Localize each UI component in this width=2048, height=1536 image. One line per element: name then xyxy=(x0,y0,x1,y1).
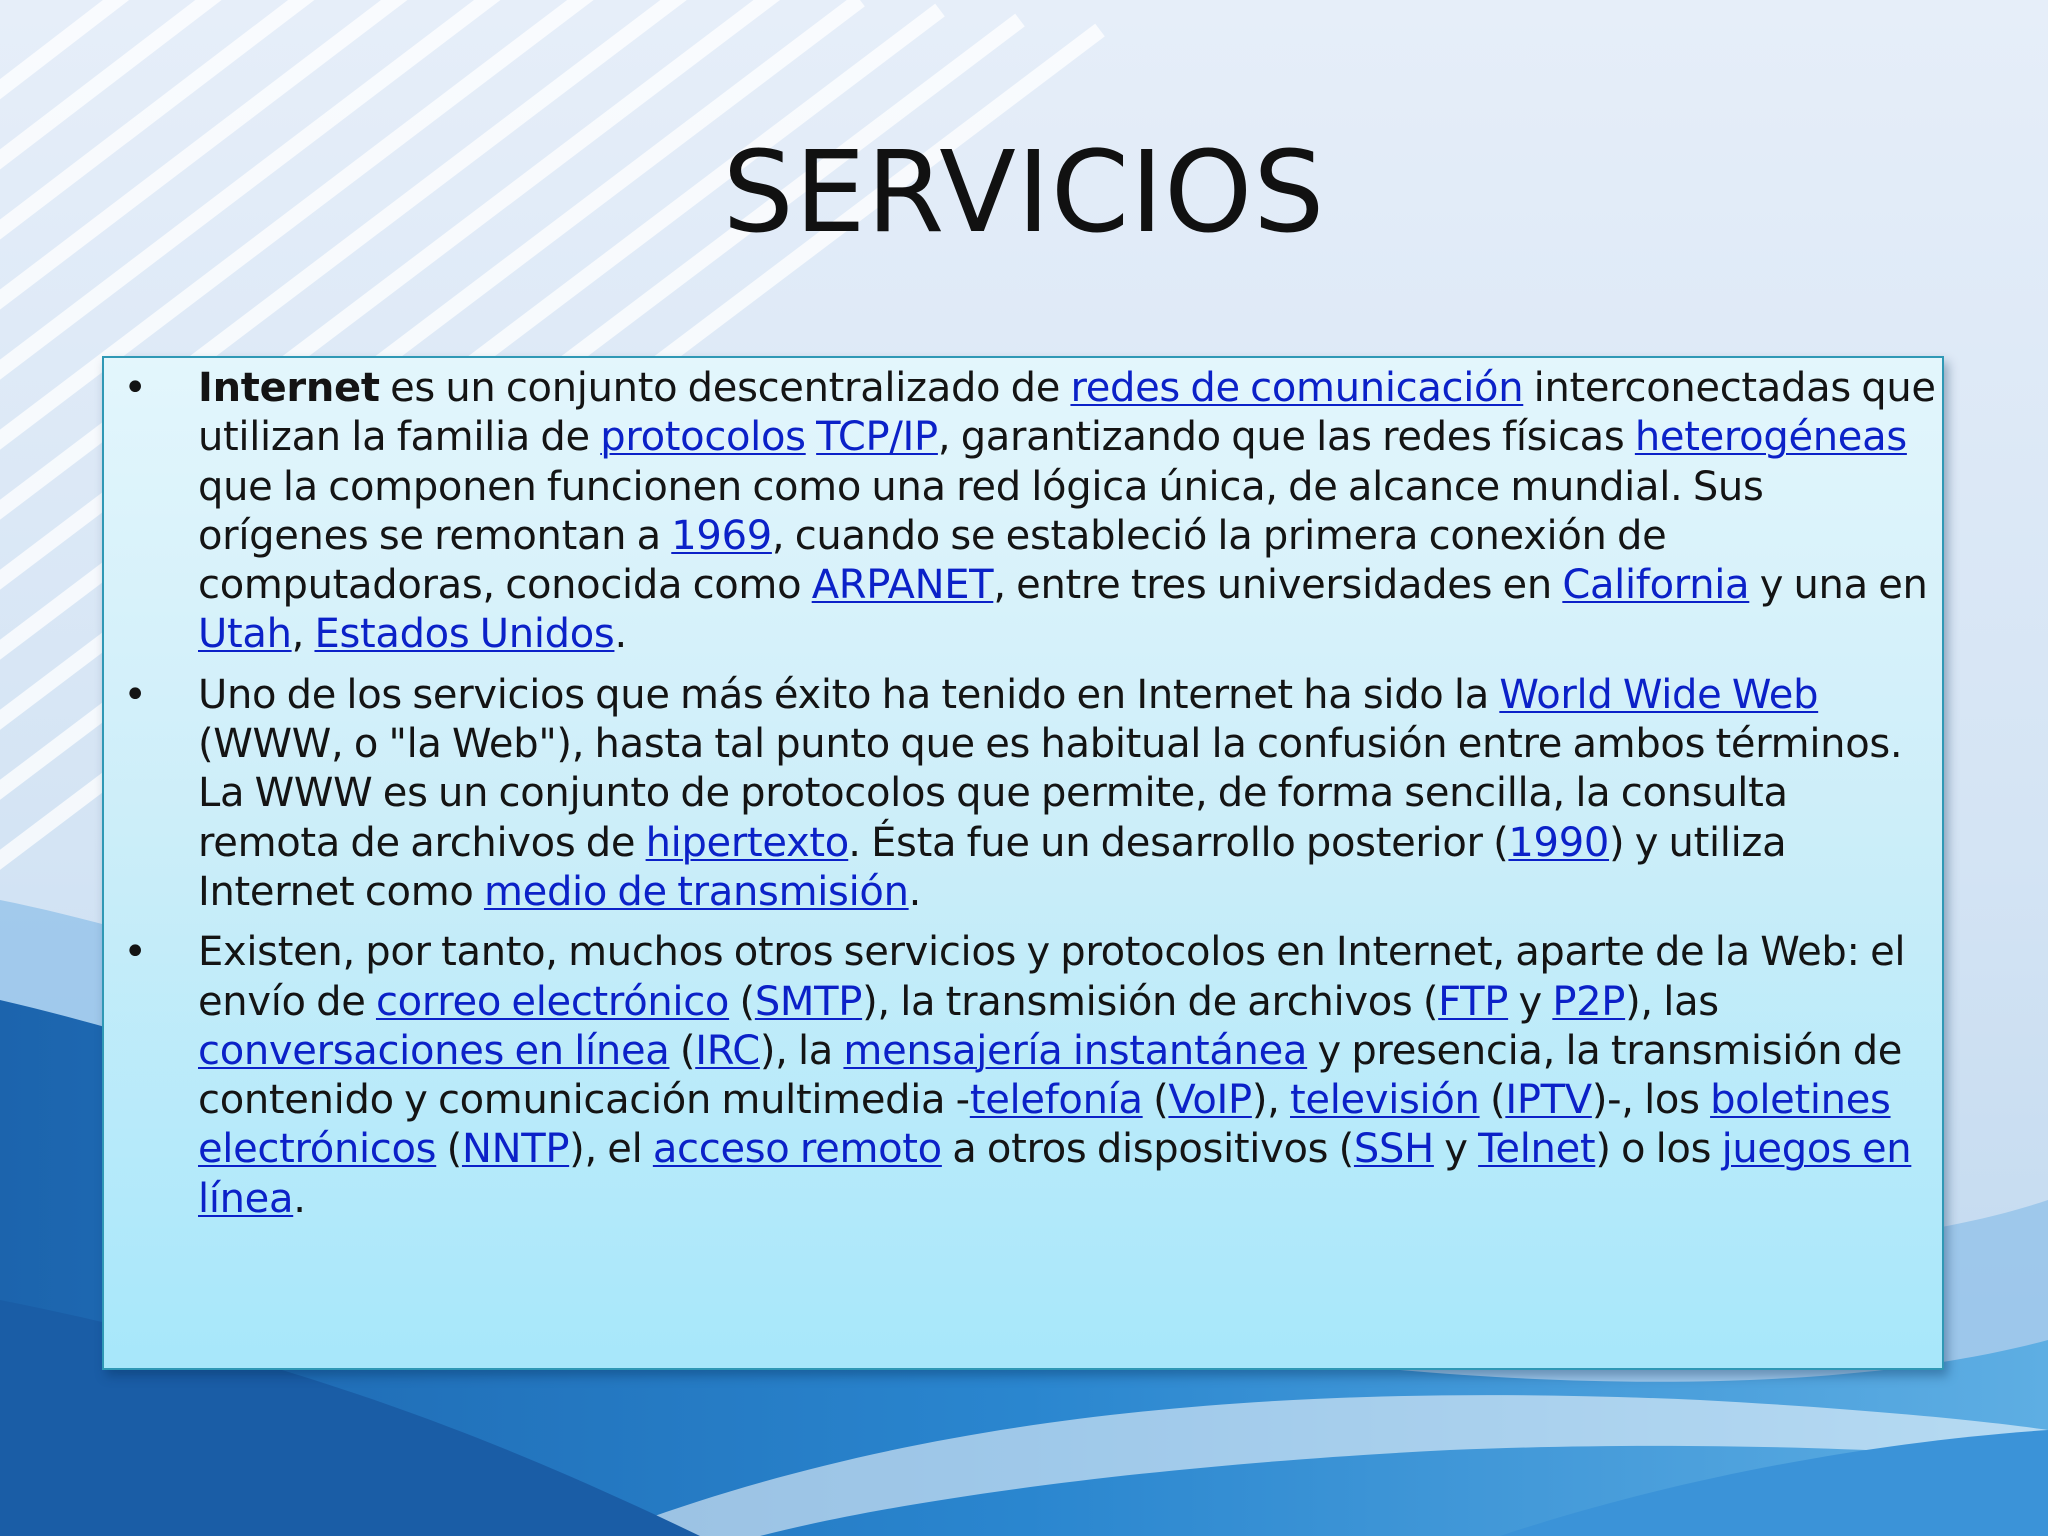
link-telefonia[interactable]: telefonía xyxy=(969,1077,1143,1124)
list-item xyxy=(123,671,1938,917)
text-run: ) o los xyxy=(1595,1126,1722,1173)
link-iptv[interactable]: IPTV xyxy=(1505,1077,1592,1124)
bullet-marker: • xyxy=(123,365,147,411)
link-p2p[interactable]: P2P xyxy=(1552,978,1626,1025)
text-run: interconectadas que utilizan la familia de xyxy=(198,365,1936,461)
text-run: que la componen funcionen como una red lógica única, de alcance mundial. Sus orígenes se remontan a xyxy=(198,463,1764,559)
link-juegos-en-linea[interactable]: juegos en línea xyxy=(198,1126,1912,1222)
text-run xyxy=(806,414,816,460)
link-tcp-ip[interactable]: TCP/IP xyxy=(816,414,938,461)
link-correo-electronico[interactable]: correo electrónico xyxy=(375,978,730,1025)
text-run: y xyxy=(1508,978,1553,1025)
link-arpanet[interactable]: ARPANET xyxy=(811,562,994,609)
text-run: (WWW, o "la Web"), hasta tal punto que es habitual la confusión entre ambos términos. La WWW es un conjunto de protocolos que permite, de forma sencilla, la consulta remota de archivos de xyxy=(198,721,1903,866)
bullet-marker: • xyxy=(123,671,147,718)
link-protocolos[interactable]: protocolos xyxy=(600,414,806,461)
text-run: Existen, por tanto, muchos otros servicios y protocolos en Internet, aparte de la Web: el envío de xyxy=(198,929,1906,1025)
link-hipertexto[interactable]: hipertexto xyxy=(645,819,849,866)
link-nntp[interactable]: NNTP xyxy=(461,1126,570,1173)
bold-term: Internet xyxy=(198,365,380,411)
link-voip[interactable]: VoIP xyxy=(1168,1077,1252,1124)
text-run: a otros dispositivos ( xyxy=(941,1126,1354,1173)
text-run: ), el xyxy=(569,1126,653,1173)
link-heterogeneas[interactable]: heterogéneas xyxy=(1634,414,1907,461)
link-ftp[interactable]: FTP xyxy=(1438,978,1509,1025)
link-1969[interactable]: 1969 xyxy=(671,512,772,559)
text-run: ), la transmisión de archivos ( xyxy=(862,978,1439,1025)
link-medio-de-transmision[interactable]: medio de transmisión xyxy=(483,868,909,915)
text-run: ( xyxy=(1142,1077,1169,1124)
text-run: y xyxy=(1433,1126,1479,1173)
link-conversaciones-en-linea[interactable]: conversaciones en línea xyxy=(198,1027,670,1074)
link-california[interactable]: California xyxy=(1562,562,1750,609)
link-estados-unidos[interactable]: Estados Unidos xyxy=(314,611,615,658)
text-run: ), las xyxy=(1625,978,1719,1025)
text-run: )-, los xyxy=(1591,1077,1711,1124)
text-run: ( xyxy=(1479,1077,1506,1124)
link-utah[interactable]: Utah xyxy=(198,611,292,658)
bullet-marker: • xyxy=(123,929,147,976)
bullet-list xyxy=(123,364,1938,1235)
text-run: . Ésta fue un desarrollo posterior ( xyxy=(848,819,1509,866)
link-boletines-electronicos[interactable]: boletines electrónicos xyxy=(198,1077,1891,1173)
text-run: es un conjunto descentralizado de xyxy=(379,365,1071,411)
text-run: . xyxy=(908,868,922,915)
text-run: , xyxy=(291,611,315,658)
text-run: y presencia, la transmisión de contenido y comunicación multimedia - xyxy=(198,1027,1903,1124)
text-run: y una en xyxy=(1749,562,1928,609)
text-run: ( xyxy=(669,1027,696,1074)
text-run: , garantizando que las redes físicas xyxy=(937,414,1635,461)
link-1990[interactable]: 1990 xyxy=(1508,819,1610,866)
text-run: . xyxy=(614,611,627,658)
link-mensajeria-instantanea[interactable]: mensajería instantánea xyxy=(843,1027,1308,1074)
link-ssh[interactable]: SSH xyxy=(1353,1126,1434,1173)
link-irc[interactable]: IRC xyxy=(695,1027,760,1074)
text-run: , entre tres universidades en xyxy=(993,562,1563,609)
link-smtp[interactable]: SMTP xyxy=(754,978,863,1025)
list-item xyxy=(123,364,1938,660)
text-run: ), xyxy=(1251,1077,1290,1124)
link-world-wide-web[interactable]: World Wide Web xyxy=(1499,671,1819,718)
link-acceso-remoto[interactable]: acceso remoto xyxy=(652,1126,942,1173)
text-run: , cuando se estableció la primera conexión de computadoras, conocida como xyxy=(198,512,1667,609)
link-television[interactable]: televisión xyxy=(1290,1077,1480,1124)
slide-title: SERVICIOS xyxy=(722,128,1326,258)
link-redes-de-comunicacion[interactable]: redes de comunicación xyxy=(1070,365,1524,411)
text-run: ( xyxy=(729,978,755,1025)
text-run: ) y utiliza Internet como xyxy=(198,819,1787,915)
text-run: ( xyxy=(436,1126,462,1173)
text-run: . xyxy=(293,1175,306,1222)
text-run: Uno de los servicios que más éxito ha tenido en Internet ha sido la xyxy=(198,671,1500,718)
list-item xyxy=(123,928,1938,1224)
link-telnet[interactable]: Telnet xyxy=(1478,1126,1596,1173)
text-run: ), la xyxy=(759,1027,844,1074)
